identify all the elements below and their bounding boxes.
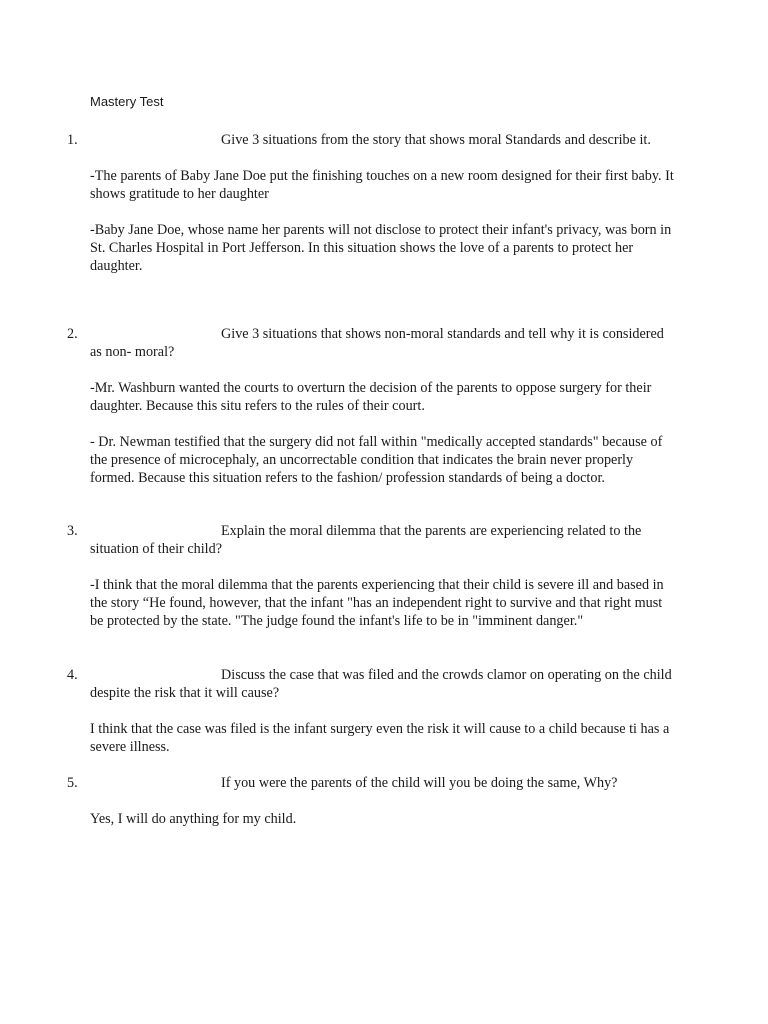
question-text: If you were the parents of the child will you be doing the same, Why? xyxy=(221,775,618,791)
answer-paragraph: Yes, I will do anything for my child. xyxy=(90,811,297,827)
question-number: 3. xyxy=(67,523,78,539)
answer-paragraph: -I think that the moral dilemma that the parents experiencing that their child is severe ill and based in the story “He found, however, that the infant "has an independent right to survive and that right must be protected by the state. "The judge found the infant's life to be in "imminent danger." xyxy=(90,577,664,629)
question-text: Give 3 situations from the story that shows moral Standards and describe it. xyxy=(221,132,651,148)
answer-paragraph: - Dr. Newman testified that the surgery did not fall within "medically accepted standards" because of the presence of microcephaly, an uncorrectable condition that indicates the brain never properly formed. Because this situation refers to the fashion/ profession standards of being a doctor. xyxy=(90,434,663,486)
answer-paragraph: -Baby Jane Doe, whose name her parents will not disclose to protect their infant's privacy, was born in St. Charles Hospital in Port Jefferson. In this situation shows the love of a parents to protect her daughter. xyxy=(90,222,672,274)
question-3 xyxy=(67,522,677,558)
question-number: 2. xyxy=(67,326,78,342)
question-4 xyxy=(67,666,677,702)
answer-paragraph: -Mr. Washburn wanted the courts to overturn the decision of the parents to oppose surgery for their daughter. Because this situ refers to the rules of their court. xyxy=(90,380,652,414)
question-text: Discuss the case that was filed and the crowds clamor on operating on the child despite the risk that it will cause? xyxy=(90,667,672,701)
question-2 xyxy=(67,325,677,361)
answer-paragraph: I think that the case was filed is the infant surgery even the risk it will cause to a child because ti has a severe illness. xyxy=(90,721,670,755)
document-title: Mastery Test xyxy=(90,94,164,109)
question-number: 5. xyxy=(67,775,78,791)
question-text: Give 3 situations that shows non-moral standards and tell why it is considered as non- moral? xyxy=(90,326,664,360)
question-number: 1. xyxy=(67,132,78,148)
question-5 xyxy=(67,774,677,792)
question-1 xyxy=(67,131,677,149)
question-number: 4. xyxy=(67,667,78,683)
question-text: Explain the moral dilemma that the parents are experiencing related to the situation of their child? xyxy=(90,523,642,557)
answer-paragraph: -The parents of Baby Jane Doe put the finishing touches on a new room designed for their first baby. It shows gratitude to her daughter xyxy=(90,168,674,202)
